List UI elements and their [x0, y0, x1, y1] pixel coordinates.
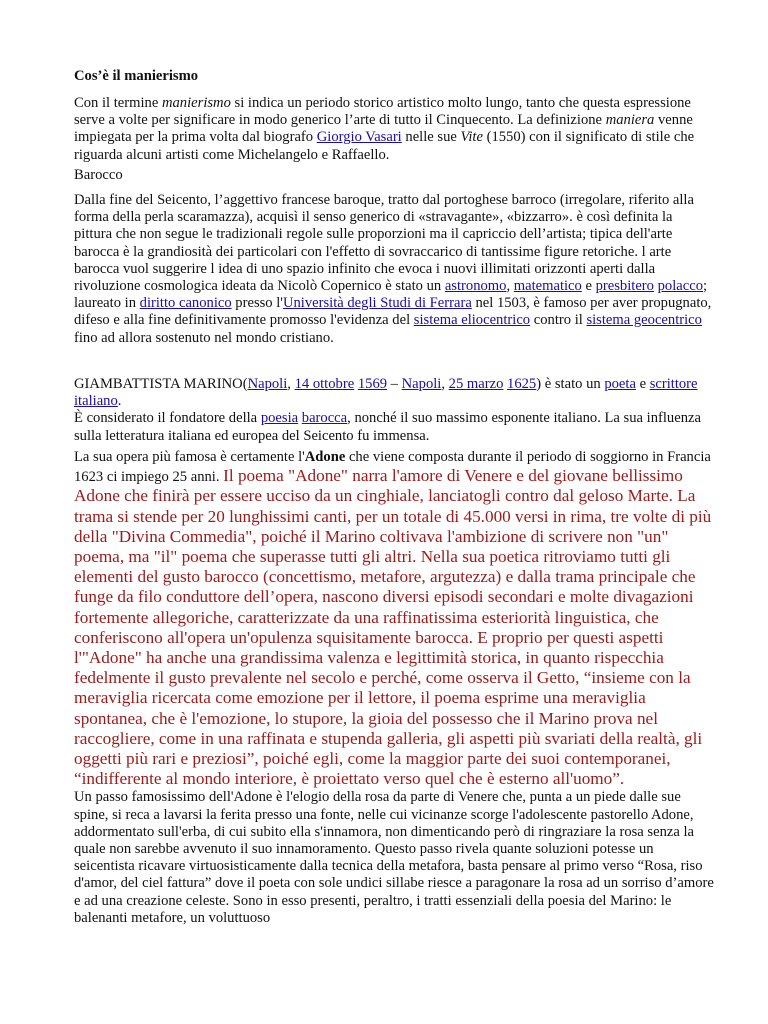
link-25-marzo[interactable]: 25 marzo — [448, 376, 504, 392]
link-barocca[interactable]: barocca — [301, 410, 348, 427]
maniera-term: maniera — [605, 112, 655, 129]
barocco-heading: Barocco — [74, 167, 123, 183]
link-sistema-eliocentrico[interactable]: sistema eliocentrico — [413, 312, 531, 329]
link-astronomo[interactable]: astronomo — [444, 278, 507, 295]
adone-red-text: Il poema "Adone" narra l'amore di Venere e del giovane bellissimo Adone che finirà per essere ucciso da un cinghiale, lanciatogli contro dal geloso Marte. La trama si stende per 20 lunghissimi canti, per un totale di 45.000 versi in rima, tre volte di più della "Divina Commedia", poiché il Marino coltivava l'ambizione di scrivere non "un" poema, ma "il" poema che superasse tutti gli altri. Nella sua poetica ritroviamo tutti gli elementi del gusto barocco (concettismo, metafore, argutezza) e dalla trama principale che funge da filo conduttore dell’opera, nascono diversi episodi secondari e molte divagazioni fortemente allegoriche, caratterizzate da una raffinatissima esteriorità linguistica, che conferiscono all'opera un'opulenza squisitamente barocca. E proprio per questi aspetti l'"Adone" ha anche una grandissima valenza e legittimità storica, in quanto rispecchia fedelmente il gusto prevalente nel secolo e perché, come osserva il Getto, “insieme con la meraviglia ricercata come emozione per il lettore, il poema esprime una meraviglia spontanea, che è l'emozione, lo stupore, la gioia del possesso che il Marino prova nel raccogliere, come in una raffinata e stupenda galleria, gli aspetti più svariati della realtà, gli oggetti più rari e preziosi”, poiché egli, come la maggior parte dei suoi contemporanei, “indifferente al mondo interiore, è proiettato verso quel che è esterno all'uomo”. — [74, 466, 712, 789]
adone-paragraph: La sua opera più famosa è certamente l'Adone che viene composta durante il periodo di soggiorno in Francia 1623 ci impiego 25 anni. Il poema "Adone" narra l'amore di Venere e del giovane bellissimo Adone che finirà per essere ucciso da un cinghiale, lanciatogli contro dal geloso Marte. La trama si stende per 20 lunghissimi canti, per un totale di 45.000 versi in rima, tre volte di più della "Divina Commedia", poiché il Marino coltivava l'ambizione di scrivere non "un" poema, ma "il" poema che superasse tutti gli altri. Nella sua poetica ritroviamo tutti gli elementi del gusto barocco (concettismo, metafore, argutezza) e dalla trama principale che funge da filo conduttore dell’opera, nascono diversi episodi secondari e molte divagazioni fortemente allegoriche, caratterizzate da una raffinatissima esteriorità linguistica, che conferiscono all'opera un'opulenza squisitamente barocca. E proprio per questi aspetti l'"Adone" ha anche una grandissima valenza e legittimità storica, in quanto rispecchia fedelmente il gusto prevalente nel secolo e perché, come osserva il Getto, “insieme con la meraviglia ricercata come emozione per il lettore, il poema esprime una meraviglia spontanea, che è l'emozione, lo stupore, la gioia del possesso che il Marino prova nel raccogliere, come in una raffinata e stupenda galleria, gli aspetti più svariati della realtà, gli oggetti più rari e preziosi”, poiché egli, come la maggior parte dei suoi contemporanei, “indifferente al mondo interiore, è proiettato verso quel che è esterno all'uomo”. Un passo famosissimo dell'Adone è l'elogio della rosa da parte di Venere che, punta a un piede dalle sue spine, si reca a lavarsi la ferita presso una fonte, nelle cui vicinanze scorge l'adolescente pastorello Adone, addormentato sull'erba, di cui subito ella s'innamora, non dimenticando però di ringraziare la rosa senza la quale non sarebbe avvenuto il suo innamoramento. Questo passo rivela quante soluzioni potesse un seicentista ricavare virtuosisticamente dalla tecnica della metafora, basta pensare al primo verso “Rosa, riso d'amor, del ciel fattura” dove il poeta con sole undici sillabe riesce a paragonare la rosa ad un sorriso d’amore e ad una creazione celeste. Sono in esso presenti, peraltro, i tratti essenziali della poesia del Marino: le balenanti metafore, un voluttuoso — [74, 449, 714, 926]
link-14-ottobre[interactable]: 14 ottobre — [294, 376, 355, 392]
adone-title: Adone — [304, 449, 346, 465]
link-polacco[interactable]: polacco — [657, 278, 704, 295]
link-poeta[interactable]: poeta — [604, 376, 636, 392]
link-giorgio-vasari[interactable]: Giorgio Vasari — [316, 129, 402, 146]
link-scrittore[interactable]: scrittore — [649, 376, 698, 392]
link-napoli-2[interactable]: Napoli — [401, 376, 442, 392]
barocco-paragraph: Dalla fine del Seicento, l’aggettivo francese baroque, tratto dal portoghese barroco (irregolare, riferito alla forma della perla scaramazza), acquisì il senso generico di «stravagante», «bizzarro». è così definita la pittura che non segue le tradizionali regole sulle proporzioni ma il capriccio dell’artista; tipica dell'arte barocca è la grandiosità dei particolari con l'effetto di sovraccarico di tantissime figure retoriche. l arte barocca vuol suggerire l idea di uno spazio infinito che evoca i nuovi illimitati orizzonti aperti dalla rivoluzione cosmologica ideata da Nicolò Copernico è stato un astronomo, matematico e presbitero polacco; laureato in diritto canonico presso l'Università degli Studi di Ferrara nel 1503, è famoso per aver propugnato, difeso e alla fine definitivamente promosso l'evidenza del sistema eliocentrico contro il sistema geocentrico fino ad allora sostenuto nel mondo cristiano. — [74, 192, 712, 346]
marino-paragraph: GIAMBATTISTA MARINO(Napoli, 14 ottobre 1569 – Napoli, 25 marzo 1625) è stato un poeta e scrittore italiano. È considerato il fondatore della poesia barocca, nonché il suo massimo esponente italiano. La sua influenza sulla letteratura italiana ed europea del Seicento fu immensa. — [74, 376, 701, 444]
link-italiano[interactable]: italiano — [74, 393, 118, 410]
link-sistema-geocentrico[interactable]: sistema geocentrico — [586, 312, 702, 329]
link-presbitero[interactable]: presbitero — [595, 278, 654, 295]
link-universita-ferrara[interactable]: Università degli Studi di Ferrara — [282, 295, 472, 312]
manierismo-term: manierismo — [161, 95, 231, 111]
vite-title: Vite — [460, 129, 483, 146]
rosa-text: Un passo famosissimo dell'Adone è l'elogio della rosa da parte di Venere che, punta a un piede dalle sue spine, si reca a lavarsi la ferita presso una fonte, nelle cui vicinanze scorge l'adolescente pastorello Adone, addormentato sull'erba, di cui subito ella s'innamora, non dimenticando però di ringraziare la rosa senza la quale non sarebbe avvenuto il suo innamoramento. Questo passo rivela quante soluzioni potesse un seicentista ricavare virtuosisticamente dalla tecnica della metafora, basta pensare al primo verso “Rosa, riso d'amor, del ciel fattura” dove il poeta con sole undici sillabe riesce a paragonare la rosa ad un sorriso d’amore e ad una creazione celeste. Sono in esso presenti, peraltro, i tratti essenziali della poesia del Marino: le balenanti metafore, un voluttuoso — [74, 789, 714, 926]
manierismo-paragraph: Con il termine manierismo si indica un periodo storico artistico molto lungo, tanto che questa espressione serve a volte per significare in modo generico l’arte di tutto il Cinquecento. La definizione maniera venne impiegata per la prima volta dal biografo Giorgio Vasari nelle sue Vite (1550) con il significato di stile che riguarda alcuni artisti come Michelangelo e Raffaello. — [74, 95, 695, 163]
manierismo-heading: Cos’è il manierismo — [74, 68, 199, 84]
link-matematico[interactable]: matematico — [513, 278, 582, 295]
link-diritto-canonico[interactable]: diritto canonico — [139, 295, 232, 312]
link-1569[interactable]: 1569 — [357, 376, 388, 392]
link-poesia[interactable]: poesia — [260, 410, 299, 427]
link-1625[interactable]: 1625 — [507, 376, 537, 392]
link-napoli[interactable]: Napoli — [247, 376, 288, 392]
